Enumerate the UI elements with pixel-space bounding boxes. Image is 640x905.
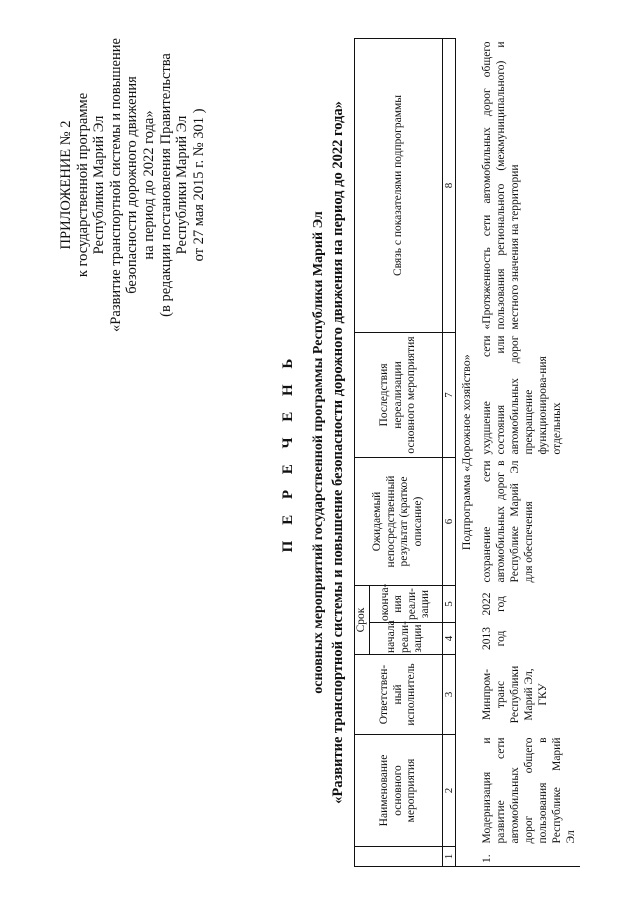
header-cell-start: начала реали-зации (369, 623, 442, 655)
row-start-year: 2013 год (480, 627, 507, 650)
header-line: на период до 2022 года» (140, 110, 157, 260)
measures-table (354, 38, 580, 867)
row-executor: Минпром-транс Республики Марий Эл, ГКУ (480, 665, 549, 724)
header-cell-executor: Ответствен-ный исполнитель (355, 655, 443, 735)
column-number: 8 (442, 38, 455, 332)
header-line: от 27 мая 2015 г. № 301 ) (190, 108, 207, 262)
column-number: 1 (442, 847, 455, 867)
row-number: 1. (478, 847, 580, 867)
header-line: безопасности дорожного движения (124, 76, 141, 294)
column-number: 7 (442, 332, 455, 457)
program-name: «Развитие транспортной системы и повышение безопасности дорожного движения на период до 2022 года» (330, 101, 346, 804)
header-cell-term: Срок (355, 585, 370, 654)
row-expected-result: сохранение сети автомобильных дорог в Республике Марий Эл для обеспечения (480, 460, 535, 583)
row-measure-name: Модернизация и развитие сети автомобильных дорог общего пользования в Республике Марий Эл (480, 737, 577, 844)
table-row (478, 38, 580, 866)
row-end-year: 2022 год (480, 592, 507, 616)
column-number: 4 (442, 623, 455, 655)
column-numbers-row (442, 38, 455, 866)
header-line: Республики Марий Эл (174, 115, 191, 255)
header-line: Республики Марий Эл (91, 115, 108, 255)
subprogram-row (455, 38, 478, 866)
subprogram-title: Подпрограмма «Дорожное хозяйство» (455, 38, 478, 866)
column-number: 2 (442, 735, 455, 847)
column-number: 5 (442, 585, 455, 622)
row-indicator-link: «Протяженность сети автомобильных дорог общего пользования регионального (межмуниципального) и местного значения на территории (480, 41, 521, 330)
header-line: «Развитие транспортной системы и повышение (107, 38, 124, 332)
row-consequence: ухудшение сети состояния или автомобильных дорог прекращение функционирова-ния отдельных (480, 335, 563, 455)
document-heading: П Е Р Е Ч Е Н Ь (280, 352, 296, 553)
column-number: 6 (442, 457, 455, 585)
header-cell-result: Ожидаемый непосредственный результат (краткое описание) (355, 457, 443, 585)
header-cell-number (355, 847, 443, 867)
header-line: к государственной программе (74, 92, 91, 278)
header-line: (в редакции постановления Правительства (157, 53, 174, 317)
header-line: ПРИЛОЖЕНИЕ № 2 (58, 120, 74, 250)
header-cell-end: оконча-ния реали-зации (369, 585, 442, 622)
appendix-header (58, 25, 207, 345)
header-cell-name: Наименование основного мероприятия (355, 735, 443, 847)
column-number: 3 (442, 655, 455, 735)
document-subtitle: основных мероприятий государственной программы Республики Марий Эл (311, 211, 326, 694)
header-cell-consequence: Последствия нереализации основного мероприятия (355, 332, 443, 457)
header-cell-link: Связь с показателями подпрограммы (355, 38, 443, 332)
table-header-row (355, 38, 370, 866)
